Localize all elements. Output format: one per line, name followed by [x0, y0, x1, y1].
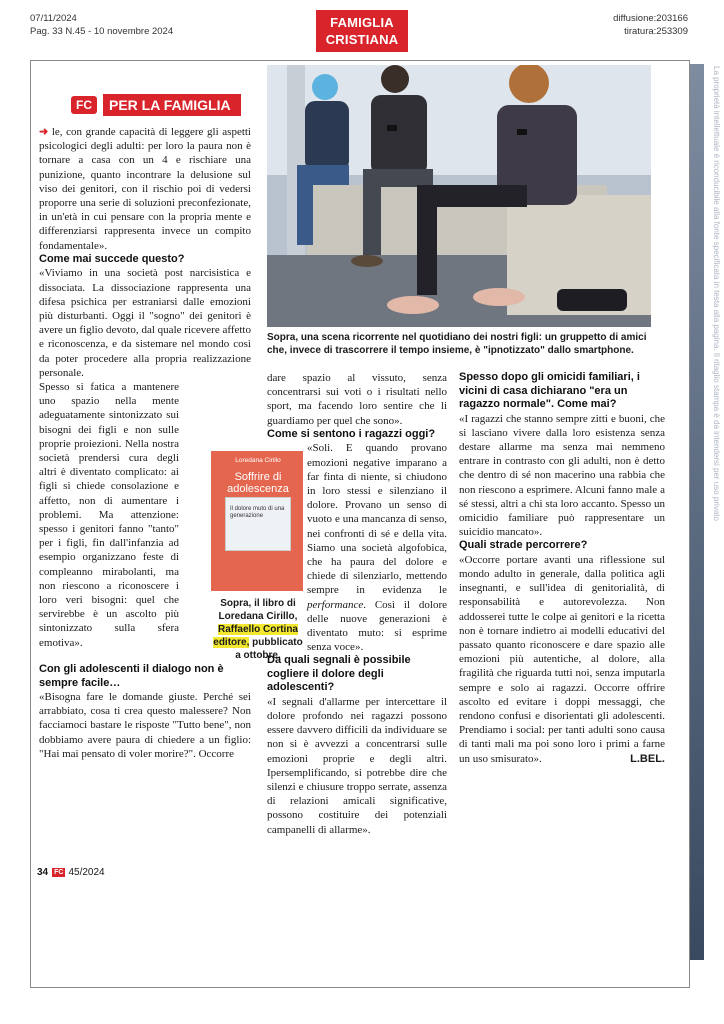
col2-intro: dare spazio al vissuto, senza concentrarsi sui voti o i risultati nello sport, ma facendo loro sentire che li guardiamo per quel che sono».	[267, 372, 447, 427]
question-4: Da quali segnali è possibile cogliere il dolore degli adolescenti?	[267, 654, 411, 694]
column-3	[459, 371, 665, 766]
issue-number: 45/2024	[68, 867, 105, 878]
question-2: Con gli adolescenti il dialogo non è sempre facile…	[39, 663, 224, 689]
publisher-highlight: Raffaello Cortina editore,	[213, 624, 298, 648]
article-page	[30, 60, 690, 988]
clipping-date: 07/11/2024	[30, 13, 77, 24]
press-header-left	[30, 12, 173, 38]
question-1: Come mai succede questo?	[39, 252, 185, 265]
answer-6: «Occorre portare avanti una riflessione sul mondo adulto in generale, dalla politica agli insegnanti, e sull'idea di genitorialità, di responsabilità e autorevolezza. Non addosserei tutte le colpe ai genitori e la ricetta non è tornare indietro ai modelli educativi del passato quanto riconoscere e dare spazio alle emozioni più autentiche, al dolore, alla fragilità che riguarda tutti noi, senza imputarla sempre e solo ai ragazzi. Occorre offrire ascolto ed evitare i doppi messaggi, che rendono confusi e disorientati gli adolescenti. Prendiamo i social: per tanti adulti sono causa di tanti mali ma poi sono loro i primi a farne un uso smisurato». L.BEL.	[459, 553, 665, 765]
intro-paragraph: ➜ le, con grande capacità di leggere gli aspetti psicologici degli adulti: per loro la paura non è tornare a casa con un 4 e rischiare una punizione, quanto incontrare la delusione sul viso dei genitori, con il rischio poi di vedersi proporre una serie di soluzioni preconfezionate, in un'età in cui pensare con la propria mente e differenziarsi rappresenta invece un compito fondamentale».	[39, 126, 251, 252]
press-header-right	[613, 12, 688, 38]
page-footer	[37, 867, 105, 878]
arrow-icon: ➜	[39, 126, 52, 138]
answer-5: «I ragazzi che stanno sempre zitti e buoni, che si lasciano vivere dalla loro esistenza senza destare allarme ma senza mai nemmeno entrare in contrasto con gli adulti, non è detto che dentro di sé non macerino una rabbia che non riescono a esprimere. Alcuni fanno male a sé stessi, altri a chi sta loro accanto. Spesso un omicidio familiare può rappresentare un suicidio mancato».	[459, 412, 665, 539]
answer-1b: Spesso si fatica a mantenere uno spazio nella mente adeguatamente sintonizzato sui bisogni dei figli e non sulle proprie proiezioni. Nella nostra società prendersi cura degli altri è diventato complicato: ai figli si chiede consolazione e affetto, non di aumentare i problemi. Ma attenzione: spesso i genitori fanno "tanto" per i figli, fin dall'infanzia ad esempio organizzano feste di compleanno mirabolanti, ma non riescono a riconoscere i loro veri bisogni: quel che servirebbe è un ascolto più sintonizzato sulla sfera emotiva».	[39, 380, 179, 649]
page-number: 34	[37, 867, 49, 878]
book-author: Loredana Cirillo	[235, 457, 281, 464]
diffusion: diffusione:203166	[613, 13, 688, 24]
question-5: Spesso dopo gli omicidi familiari, i vicini di casa dichiarano "era un ragazzo normale". Come mai?	[459, 371, 640, 410]
logo-top: FAMIGLIA	[330, 15, 394, 30]
teens-smartphone-photo	[267, 65, 651, 327]
magazine-logo	[316, 10, 408, 52]
side-note: La proprietà intellettuale è riconducibile alla fonte specificata in testa alla pagina. Il ritaglio stampa è da intendersi per uso privato	[712, 66, 721, 521]
author-signature: L.BEL.	[630, 752, 665, 765]
column-1-lower	[39, 663, 251, 761]
section-header	[71, 94, 241, 116]
fc-badge: FC	[71, 96, 97, 114]
answer-4: «I segnali d'allarme per intercettare il dolore profondo nei ragazzi possono essere davvero difficili da individuare se non si è avvezzi a concentrarsi sulle emozioni proprie e degli altri. Ipersemplificando, si potrebbe dire che silenzi e chiusure troppo serrate, assenza di relazioni amicali significative, possono costituire dei potenziali campanelli di allarme».	[267, 695, 447, 836]
book-caption: Sopra, il libro di Loredana Cirillo, Raffaello Cortina editore, pubblicato a ottobre.	[213, 598, 303, 661]
print-run: tiratura:253309	[624, 26, 688, 37]
section-title: PER LA FAMIGLIA	[103, 94, 241, 116]
side-bar	[690, 64, 704, 960]
fc-mini-badge: FC	[54, 869, 64, 876]
book-title: Soffrire di adolescenza	[227, 471, 289, 495]
answer-1: «Viviamo in una società post narcisistica e dissociata. La dissociazione rappresenta una difesa psichica per estraniarsi dalle emozioni più disturbanti. Oggi il "sogno" dei genitori è avere un figlio devoto, dal quale ricevere affetto e riconoscenza, e da sistemare nel mondo così da poter procedere alla propria realizzazione personale.	[39, 267, 251, 379]
column-2	[267, 371, 447, 837]
answer-2: «Bisogna fare le domande giuste. Perché sei arrabbiato, cosa ti crea questo malessere? Non facciamoci bastare le risposte "Tutto bene", non dobbiamo avere paura di chiedere a un figlio: "Hai mai pensato di voler morire?". Occorre	[39, 691, 251, 760]
photo-caption: Sopra, una scena ricorrente nel quotidiano dei nostri figli: un gruppetto di amici che, invece di trascorrere il tempo insieme, è "ipnotizzato" dallo smartphone.	[267, 332, 647, 356]
clipping-issue: Pag. 33 N.45 - 10 novembre 2024	[30, 26, 174, 37]
book-subtitle: Il dolore muto di una generazione	[230, 506, 285, 519]
question-6: Quali strade percorrere?	[459, 539, 588, 552]
answer-3: «Soli. E quando provano emozioni negative imparano a far finta di niente, si chiudono in loro stessi e silenziano il dolore. Provano un senso di vuoto e una mancanza di senso, nei confronti di sé e della vita. Siamo una società algofobica, che ha paura del dolore e chiede di silenziarlo, mettendo sempre in evidenza le performance. Così il dolore delle nuove generazioni è diventato muto: si esprime senza voce».	[307, 442, 447, 654]
logo-bottom: CRISTIANA	[325, 32, 399, 47]
question-3: Come si sentono i ragazzi oggi?	[267, 427, 436, 440]
